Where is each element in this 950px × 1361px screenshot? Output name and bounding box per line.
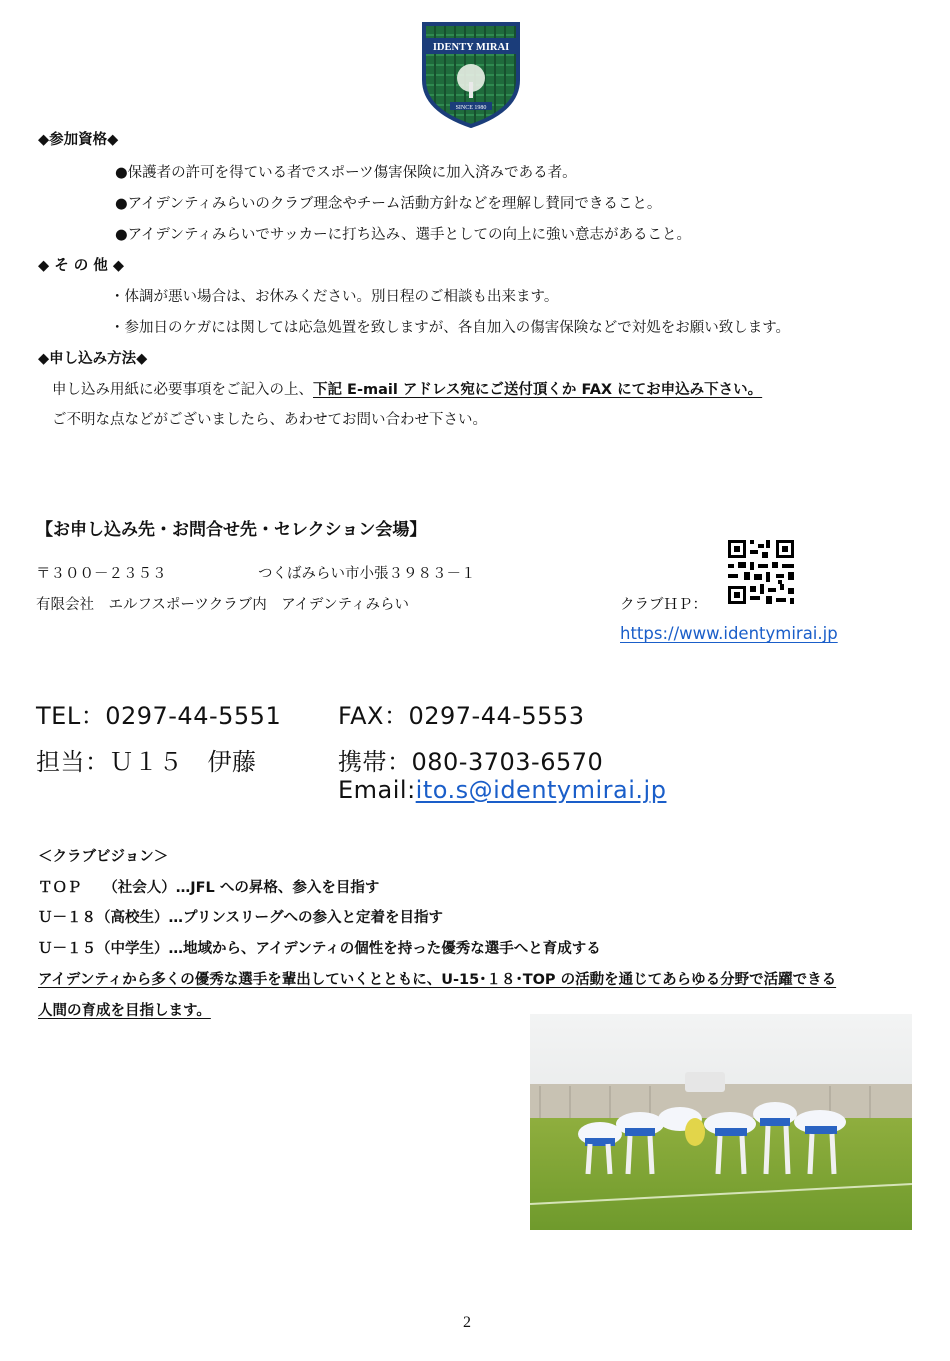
vision-statement-1: アイデンティから多くの優秀な選手を輩出していくとともに、U-15･１８･TOP の活動を通じてあらゆる分野で活躍できる	[38, 972, 837, 988]
email-link[interactable]: ito.s@identymirai.jp	[415, 776, 667, 804]
vision-statement-2: 人間の育成を目指します。	[38, 1003, 211, 1019]
email-label: Email:	[338, 776, 416, 804]
address: つくばみらい市小張３９８３－１	[258, 566, 476, 582]
team-huddle-photo	[530, 1014, 912, 1230]
other-item-1: ・体調が悪い場合は、お休みください。別日程のご相談も出来ます。	[110, 289, 559, 305]
other-item-2: ・参加日のケガには関しては応急処置を致しますが、各自加入の傷害保険などで対処をお願い致します。	[110, 320, 791, 336]
apply-emphasis: 下記 E-mail アドレス宛にご送付頂くか FAX にてお申込み下さい。	[313, 382, 763, 398]
vision-line-u18: Ｕ－１８（高校生）…プリンスリーグへの参入と定着を目指す	[38, 910, 443, 926]
page-number: 2	[463, 1314, 471, 1331]
fax-number: FAX：0297-44-5553	[338, 702, 585, 730]
apply-line-1	[52, 378, 762, 399]
apply-instruction: 申し込み用紙に必要事項をご記入の上、	[52, 382, 313, 398]
tel-number: TEL：0297-44-5551	[36, 702, 282, 730]
other-heading: ◆ そ の 他 ◆	[38, 258, 124, 274]
eligibility-item-3: ●アイデンティみらいでサッカーに打ち込み、選手としての向上に強い意志があること。	[115, 227, 691, 243]
eligibility-heading: ◆参加資格◆	[38, 132, 119, 148]
eligibility-item-1: ●保護者の許可を得ている者でスポーツ傷害保険に加入済みである者。	[115, 165, 577, 181]
contact-heading: 【お申し込み先・お問合せ先・セレクション会場】	[36, 520, 427, 540]
postal-code: 〒３００－２３５３	[36, 566, 167, 582]
mobile-number: 携帯：080-3703-6570	[338, 748, 604, 776]
apply-line-2: ご不明な点などがございましたら、あわせてお問い合わせ下さい。	[52, 412, 487, 428]
qr-code[interactable]	[722, 536, 800, 608]
crest-title: IDENTY MIRAI	[432, 42, 510, 53]
email-row	[338, 776, 666, 804]
crest-since: SINCE 1980	[455, 105, 487, 111]
person-in-charge: 担当：Ｕ１５ 伊藤	[36, 748, 257, 776]
apply-heading: ◆申し込み方法◆	[38, 351, 148, 367]
club-hp-label: クラブＨＰ：	[620, 597, 707, 613]
club-crest-logo	[420, 20, 522, 128]
vision-heading: ＜クラブビジョン＞	[38, 849, 169, 865]
company-name: 有限会社 エルフスポーツクラブ内 アイデンティみらい	[36, 597, 409, 613]
vision-line-top: ＴＯＰ （社会人）…JFL への昇格、参入を目指す	[38, 880, 380, 896]
eligibility-item-2: ●アイデンティみらいのクラブ理念やチーム活動方針などを理解し賛同できること。	[115, 196, 662, 212]
vision-line-u15: Ｕ－１５（中学生）…地域から、アイデンティの個性を持った優秀な選手へと育成する	[38, 941, 601, 957]
club-hp-url[interactable]: https://www.identymirai.jp	[620, 624, 838, 643]
club-hp-link[interactable]	[620, 624, 838, 643]
